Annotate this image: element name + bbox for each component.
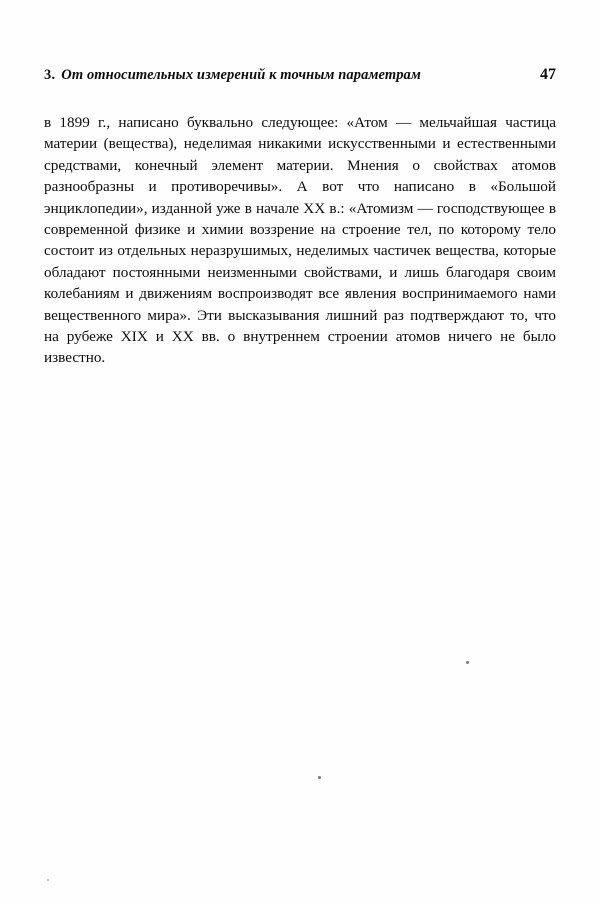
scan-speck <box>318 776 321 779</box>
chapter-number: 3. <box>44 67 56 83</box>
page-header <box>44 66 556 84</box>
chapter-title: От относительных измерений к точным параметрам <box>61 67 421 83</box>
page-number: 47 <box>540 66 556 83</box>
paragraph: в 1899 г., написано буквально следующее: «Атом — мельчайшая частица материи (вещества), неделимая никакими искусственными и естественными средствами, конечный элемент материи. Мнения о свойствах атомов разнообразны и противоречивы». А вот что написано в «Большой энциклопедии», изданной уже в начале XX в.: «Атомизм — господствующее в современной физике и химии воззрение на строение тел, по которому тело состоит из отдельных неразрушимых, неделимых частичек вещества, которые обладают постоянными неизменными свойствами, и лишь благодаря своим колебаниям и движениям воспроизводят все явления воспринимаемого нами вещественного мира». Эти высказывания лишний раз подтверждают то, что на рубеже XIX и XX вв. о внутреннем строении атомов ничего не было известно. <box>44 114 556 367</box>
scan-speck <box>47 879 49 881</box>
scan-speck <box>466 661 469 664</box>
running-head <box>44 67 421 84</box>
body-text <box>44 112 556 369</box>
